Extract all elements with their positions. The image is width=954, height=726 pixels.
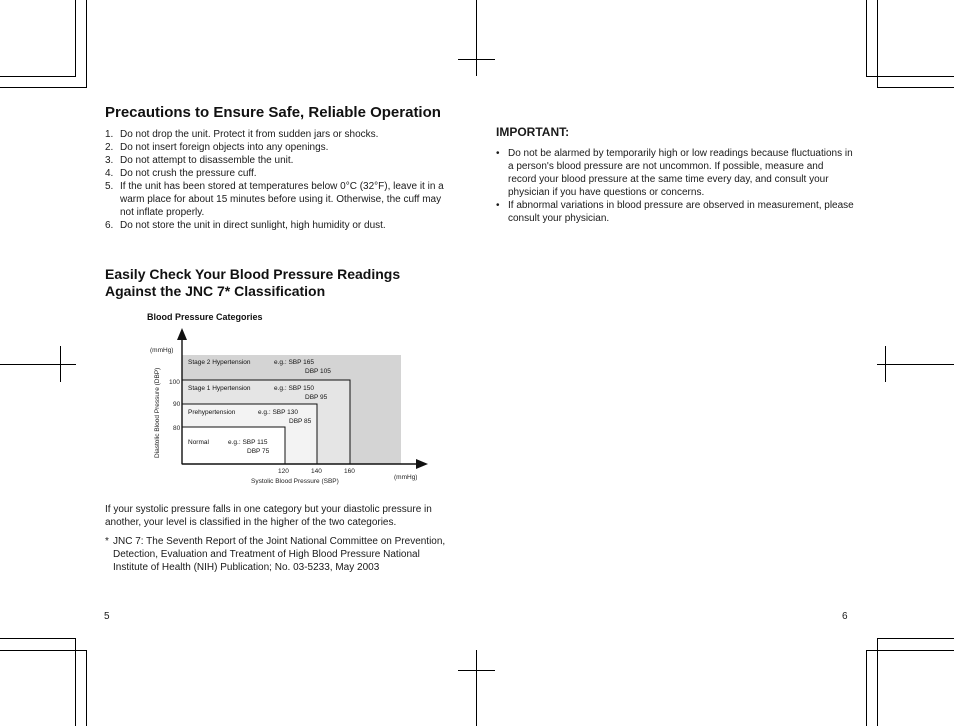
- precaution-number: 1.: [105, 129, 114, 140]
- precaution-item: [105, 141, 457, 154]
- footnote-asterisk: *: [105, 536, 109, 547]
- bp-categories-chart: [140, 308, 440, 493]
- chart-title: Blood Pressure Categories: [147, 312, 263, 322]
- stage2-label: Stage 2 Hypertension: [188, 359, 251, 366]
- normal-label: Normal: [188, 439, 209, 446]
- y-tick-80: 80: [173, 425, 181, 432]
- precaution-number: 2.: [105, 142, 114, 153]
- x-tick-120: 120: [278, 468, 289, 475]
- precaution-text: Do not attempt to disassemble the unit.: [120, 155, 294, 166]
- normal-sbp: e.g.: SBP 115: [228, 439, 268, 446]
- normal-dbp: DBP 75: [247, 448, 270, 455]
- bp-chart-svg: [140, 308, 440, 488]
- important-list: [496, 147, 854, 225]
- precaution-text: Do not store the unit in direct sunlight, high humidity or dust.: [120, 220, 386, 231]
- prehypertension-dbp: DBP 85: [289, 418, 312, 425]
- y-axis-label: Diastolic Blood Pressure (DBP): [154, 367, 161, 458]
- precaution-number: 4.: [105, 168, 114, 179]
- precaution-item: [105, 167, 457, 180]
- precautions-list: [105, 128, 457, 232]
- important-heading: IMPORTANT:: [496, 125, 570, 139]
- x-axis-label: Systolic Blood Pressure (SBP): [251, 478, 339, 485]
- bullet-icon: •: [496, 200, 500, 211]
- precaution-item: [105, 128, 457, 141]
- classification-paragraph: If your systolic pressure falls in one category but your diastolic pressure in another, your level is classified in the higher of the two categories.: [105, 504, 432, 528]
- bullet-icon: •: [496, 148, 500, 159]
- y-tick-100: 100: [169, 379, 180, 386]
- footnote-text: JNC 7: The Seventh Report of the Joint National Committee on Prevention, Detection, Evaluation and Treatment of High Blood Pressure National Institute of Health (NIH) Publication; No. 03-5233, May 2003: [113, 536, 446, 573]
- precaution-text: Do not drop the unit. Protect it from sudden jars or shocks.: [120, 129, 379, 140]
- jnc-footnote: [105, 535, 457, 574]
- x-unit: (mmHg): [394, 474, 418, 481]
- important-text: Do not be alarmed by temporarily high or low readings because fluctuations in a person's blood pressure are not uncommon. If possible, measure and record your blood pressure at the same time every day, and consult your physician if you have questions or concerns.: [508, 148, 853, 198]
- stage1-dbp: DBP 95: [305, 394, 328, 401]
- precaution-number: 5.: [105, 181, 114, 192]
- x-tick-140: 140: [311, 468, 322, 475]
- precaution-number: 3.: [105, 155, 114, 166]
- precautions-heading: Precautions to Ensure Safe, Reliable Operation: [105, 104, 441, 121]
- classification-heading-line1: Easily Check Your Blood Pressure Readings: [105, 266, 401, 282]
- stage2-dbp: DBP 105: [305, 368, 331, 375]
- classification-heading-line2: Against the JNC 7* Classification: [105, 283, 326, 299]
- precaution-item: [105, 180, 457, 219]
- classification-heading: [105, 266, 400, 300]
- important-item: [496, 147, 854, 199]
- x-axis-arrow-icon: [416, 459, 428, 469]
- prehypertension-sbp: e.g.: SBP 130: [258, 409, 298, 416]
- stage1-sbp: e.g.: SBP 150: [274, 385, 314, 392]
- page-number-right: 6: [842, 611, 848, 622]
- important-text: If abnormal variations in blood pressure are observed in measurement, please consult your physician.: [508, 200, 854, 224]
- precaution-item: [105, 219, 457, 232]
- precaution-item: [105, 154, 457, 167]
- stage1-label: Stage 1 Hypertension: [188, 385, 251, 392]
- important-item: [496, 199, 854, 225]
- precaution-text: If the unit has been stored at temperatures below 0°C (32°F), leave it in a warm place for about 15 minutes before using it. Otherwise, the cuff may not inflate properly.: [120, 181, 444, 218]
- stage2-sbp: e.g.: SBP 165: [274, 359, 314, 366]
- y-unit: (mmHg): [150, 347, 174, 354]
- x-tick-160: 160: [344, 468, 355, 475]
- prehypertension-label: Prehypertension: [188, 409, 236, 416]
- page-number-left: 5: [104, 611, 110, 622]
- y-tick-90: 90: [173, 401, 181, 408]
- precaution-text: Do not insert foreign objects into any openings.: [120, 142, 329, 153]
- precaution-number: 6.: [105, 220, 114, 231]
- precaution-text: Do not crush the pressure cuff.: [120, 168, 257, 179]
- y-axis-arrow-icon: [177, 328, 187, 340]
